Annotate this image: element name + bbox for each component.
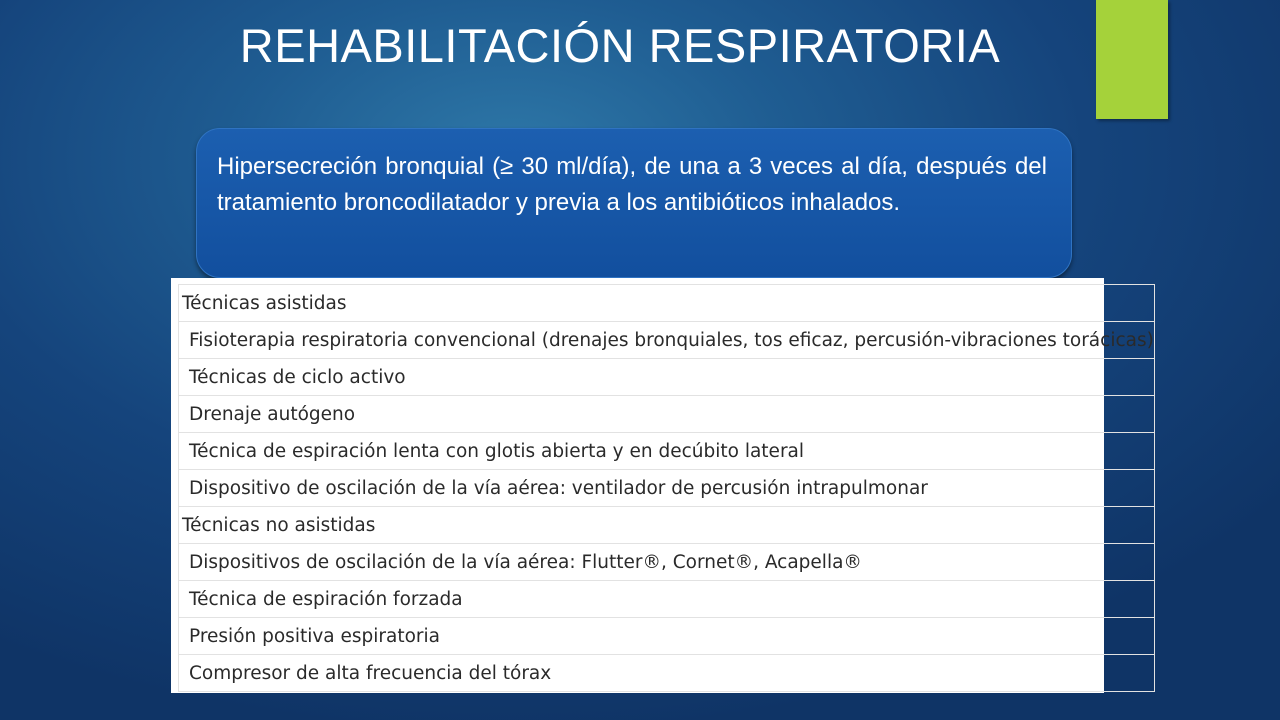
table-row <box>179 359 1155 396</box>
table-cell: Presión positiva espiratoria <box>179 618 1155 655</box>
table-cell: Dispositivo de oscilación de la vía aérea: ventilador de percusión intrapulmonar <box>179 470 1155 507</box>
section-header: Técnicas asistidas <box>179 285 1155 322</box>
table-row <box>179 507 1155 544</box>
table-row <box>179 322 1155 359</box>
table-cell: Técnica de espiración lenta con glotis abierta y en decúbito lateral <box>179 433 1155 470</box>
table-row <box>179 396 1155 433</box>
table-row <box>179 655 1155 692</box>
table-cell: Dispositivos de oscilación de la vía aérea: Flutter®, Cornet®, Acapella® <box>179 544 1155 581</box>
table-cell: Compresor de alta frecuencia del tórax <box>179 655 1155 692</box>
table-row <box>179 470 1155 507</box>
callout-box <box>196 128 1072 278</box>
table-cell: Drenaje autógeno <box>179 396 1155 433</box>
table-row <box>179 544 1155 581</box>
techniques-table <box>178 284 1155 692</box>
table-row <box>179 581 1155 618</box>
table-cell: Fisioterapia respiratoria convencional (drenajes bronquiales, tos eficaz, percusión-vibraciones torácicas) <box>179 322 1155 359</box>
techniques-table-panel <box>171 278 1154 693</box>
table-row <box>179 433 1155 470</box>
callout-text: Hipersecreción bronquial (≥ 30 ml/día), de una a 3 veces al día, después del tratamiento broncodilatador y previa a los antibióticos inhalados. <box>217 153 1047 216</box>
table-cell: Técnica de espiración forzada <box>179 581 1155 618</box>
section-header: Técnicas no asistidas <box>179 507 1155 544</box>
slide-title: REHABILITACIÓN RESPIRATORIA <box>239 19 1001 72</box>
table-row <box>179 285 1155 322</box>
table-row <box>179 618 1155 655</box>
table-cell: Técnicas de ciclo activo <box>179 359 1155 396</box>
